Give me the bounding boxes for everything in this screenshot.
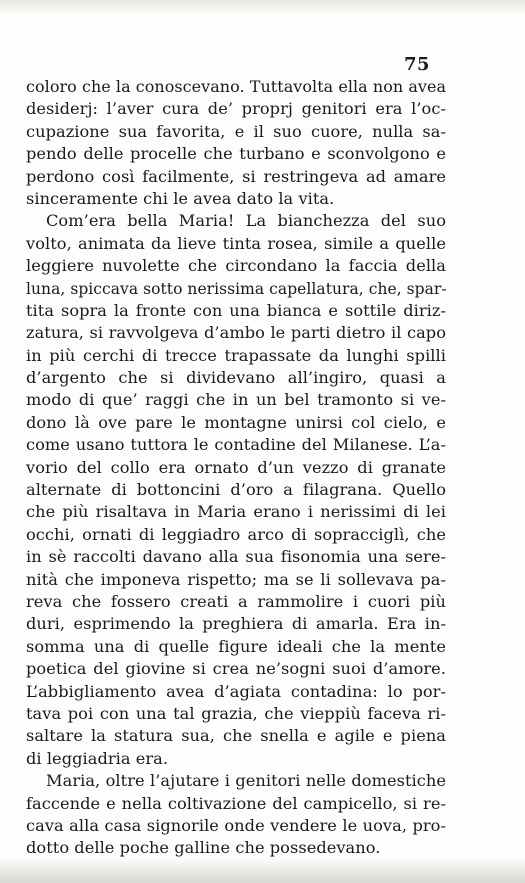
text-line: zatura, si ravvolgeva d’ambo le parti dietro il capo <box>26 323 446 343</box>
text-line: tava poi con una tal grazia, che vieppiù faceva ri- <box>26 703 446 723</box>
text-line: sinceramente chi le avea dato la vita. <box>26 188 335 208</box>
text-line: dono là ove pare le montagne unirsi col cielo, e <box>26 412 446 432</box>
text-line: alternate di bottoncini d’oro a filagrana. Quello <box>26 480 446 500</box>
text-line: dotto delle poche galline che possedevano. <box>26 838 381 858</box>
text-line: nità che imponeva rispetto; ma se li sollevava pa- <box>26 569 446 589</box>
text-line: desiderj: l’aver cura de’ proprj genitori era l’oc- <box>26 99 446 119</box>
text-line: coloro che la conoscevano. Tuttavolta ella non avea <box>26 77 447 96</box>
text-line: reva che fossero creati a rammolire i cuori più <box>26 591 446 611</box>
text-line: vorio del collo era ornato d’un vezzo di granate <box>26 457 446 477</box>
page-bottom-edge <box>0 857 525 883</box>
text-line: cupazione sua favorita, e il suo cuore, nulla sa- <box>26 121 446 141</box>
text-line: perdono così facilmente, si restringeva ad amare <box>26 166 446 186</box>
text-line: in più cerchi di trecce trapassate da lunghi spilli <box>26 345 446 365</box>
text-line: che più risaltava in Maria erano i nerissimi di lei <box>26 502 446 522</box>
text-line: tita sopra la fronte con una bianca e sottile diriz- <box>26 300 446 320</box>
text-line: occhi, ornati di leggiadro arco di sopracciglì, che <box>26 524 446 544</box>
text-line: di leggiadria era. <box>26 748 169 768</box>
text-line: duri, esprimendo la preghiera di amarla. Era in- <box>26 614 446 634</box>
text-line: poetica del giovine si crea ne’sogni suoi d’amore. <box>26 659 446 679</box>
text-line: saltare la statura sua, che snella e agile e piena <box>26 726 446 746</box>
text-line: leggiere nuvolette che circondano la faccia della <box>26 256 446 276</box>
page-top-edge <box>0 0 525 14</box>
body-text <box>26 76 446 860</box>
text-line: cava alla casa signorile onde vendere le uova, pro- <box>26 815 446 835</box>
text-line: volto, animata da lieve tinta rosea, simile a quelle <box>26 233 446 253</box>
page-number: 75 <box>404 54 431 75</box>
text-line: L’abbigliamento avea d’agiata contadina: lo por- <box>26 681 446 701</box>
text-line: come usano tuttora le contadine del Milanese. L’a- <box>26 435 446 455</box>
text-line: luna, spiccava sotto nerissima capellatura, che, spar- <box>26 279 447 298</box>
text-line: modo di que’ raggi che in un bel tramonto si ve- <box>26 390 446 410</box>
text-line: Com’era bella Maria! La bianchezza del suo <box>46 211 446 231</box>
text-line: faccende e nella coltivazione del campicello, si re- <box>26 793 446 813</box>
text-line: d’argento che si dividevano all’ingiro, quasi a <box>26 368 446 388</box>
text-line: Maria, oltre l’ajutare i genitori nelle domestiche <box>46 771 446 791</box>
text-line: somma una di quelle figure ideali che la mente <box>26 636 446 656</box>
text-line: in sè raccolti davano alla sua fisonomia una sere- <box>26 547 446 567</box>
text-line: pendo delle procelle che turbano e sconvolgono e <box>26 144 446 164</box>
